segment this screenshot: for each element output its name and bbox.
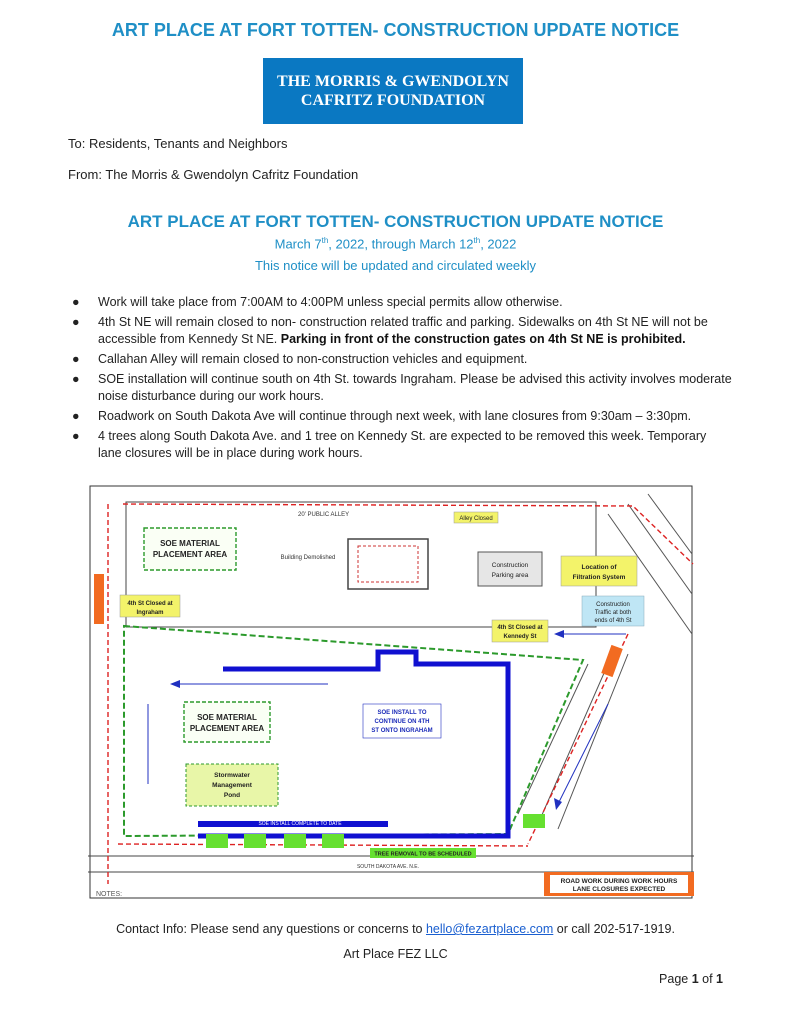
email-link[interactable]: hello@fezartplace.com: [425, 922, 554, 936]
logo-line-1: THE MORRIS & GWENDOLYN: [277, 73, 509, 90]
soe-mid-label-2: PLACEMENT AREA: [189, 724, 265, 733]
memo-to: To: Residents, Tenants and Neighbors: [68, 136, 288, 151]
traffic-label-3: ends of 4th St: [594, 618, 632, 624]
tree-marker: [244, 834, 266, 848]
tree-marker: [206, 834, 228, 848]
list-item: ● SOE installation will continue south on 4th St. towards Ingraham. Please be advised this activity involves moderate noise disturbance during our work hours.: [72, 372, 732, 403]
bullet-icon: ●: [72, 409, 80, 423]
alley-closed-label: Alley Closed: [459, 516, 493, 522]
list-item: ● 4 trees along South Dakota Ave. and 1 tree on Kennedy St. are expected to be removed this week. Temporary lane closures will be in place during work hours.: [72, 429, 707, 460]
closed-kennedy-label-1: 4th St Closed at: [497, 625, 543, 631]
south-dakota-label: SOUTH DAKOTA AVE. N.E.: [356, 864, 420, 870]
soe-install-label-3: ST ONTO INGRAHAM: [371, 728, 433, 734]
contact-info: Contact Info: Please send any questions or concerns to hello@fezartplace.com or call 202-517-1919.: [116, 922, 675, 936]
site-plan-map: [88, 484, 694, 900]
tree-removal-label: TREE REMOVAL TO BE SCHEDULED: [374, 851, 472, 858]
traffic-label-2: Traffic at both: [594, 610, 632, 616]
list-item: ● Work will take place from 7:00AM to 4:00PM unless special permits allow otherwise.: [72, 295, 563, 309]
bullet-icon: ●: [72, 315, 80, 329]
filtration-label-1: Location of: [581, 564, 617, 571]
company-name: Art Place FEZ LLC: [343, 947, 448, 961]
notice-dates: March 7th, 2022, through March 12th, 2022: [274, 236, 517, 252]
foundation-logo: [263, 58, 523, 124]
list-item: ● 4th St NE will remain closed to non- construction related traffic and parking. Sidewalks on 4th St NE will not be accessible from Kennedy St NE. Parking in front of the construction gates on 4th St NE is prohibited.: [72, 315, 708, 346]
tree-marker: [284, 834, 306, 848]
list-item: ● Callahan Alley will remain closed to non-construction vehicles and equipment.: [72, 352, 528, 366]
soe-top-label-1: SOE MATERIAL: [160, 539, 220, 548]
soe-top-label-2: PLACEMENT AREA: [152, 550, 228, 559]
traffic-label-1: Construction: [596, 602, 630, 608]
soe-install-label-1: SOE INSTALL TO: [377, 710, 427, 716]
roadwork-label-1: ROAD WORK DURING WORK HOURS: [560, 878, 678, 885]
page-number: Page 1 of 1: [659, 972, 723, 986]
bullet-icon: ●: [72, 429, 80, 443]
public-alley-label: 20' PUBLIC ALLEY: [298, 512, 350, 518]
stormwater-label-2: Management: [212, 782, 252, 789]
building-demolished-label: Building Demolished: [280, 555, 336, 561]
page-title: ART PLACE AT FORT TOTTEN- CONSTRUCTION UPDATE NOTICE: [111, 20, 680, 40]
soe-complete-label: SOE INSTALL COMPLETE TO DATE: [258, 821, 342, 827]
soe-mid-label-1: SOE MATERIAL: [197, 713, 257, 722]
notice-title: ART PLACE AT FORT TOTTEN- CONSTRUCTION UPDATE NOTICE: [127, 212, 664, 231]
closed-ingraham-label-2: Ingraham: [136, 610, 164, 616]
stormwater-label-1: Stormwater: [214, 772, 250, 779]
construction-parking-label-2: Parking area: [491, 572, 529, 579]
tree-marker: [322, 834, 344, 848]
notice-subtitle: This notice will be updated and circulated weekly: [254, 258, 537, 273]
filtration-label-2: Filtration System: [572, 574, 626, 581]
bullet-icon: ●: [72, 295, 80, 309]
soe-install-label-2: CONTINUE ON 4TH: [374, 719, 430, 725]
tree-marker: [523, 814, 545, 828]
notes-label: NOTES:: [96, 891, 123, 898]
closed-ingraham-label-1: 4th St Closed at: [127, 601, 173, 607]
closed-kennedy-label-2: Kennedy St: [503, 634, 537, 640]
logo-line-2: CAFRITZ FOUNDATION: [300, 92, 486, 109]
bullet-icon: ●: [72, 372, 80, 386]
bullet-list: [72, 294, 732, 465]
roadwork-label-2: LANE CLOSURES EXPECTED: [572, 886, 666, 893]
list-item: ● Roadwork on South Dakota Ave will continue through next week, with lane closures from 9:30am – 3:30pm.: [72, 409, 692, 423]
memo-from: From: The Morris & Gwendolyn Cafritz Foundation: [68, 167, 359, 182]
bullet-icon: ●: [72, 352, 80, 366]
construction-parking-label-1: Construction: [491, 562, 529, 569]
stormwater-label-3: Pond: [223, 792, 241, 799]
